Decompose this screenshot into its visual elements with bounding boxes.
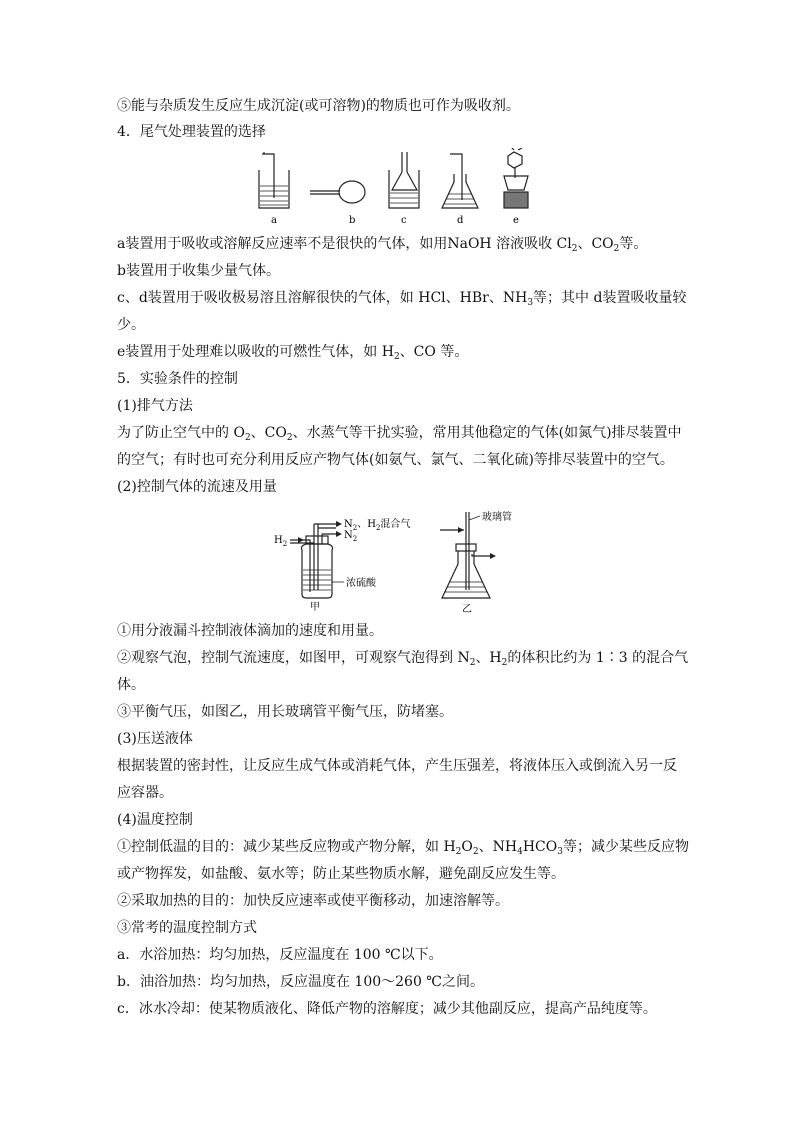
gas-flow-figure (270, 510, 540, 616)
figure1-label-e: e (513, 215, 519, 226)
subsection-heading: (2)控制气体的流速及用量 (117, 479, 277, 495)
text-line: ③常考的温度控制方式 (117, 920, 257, 936)
yi-caption: 乙 (462, 604, 472, 615)
subsection-heading: (1)排气方法 (117, 398, 193, 414)
figure1-label-d: d (457, 215, 464, 226)
text-line: ②观察气泡，控制气流速度，如图甲，可观察气泡得到 $N_2$、$H_2$的体积比约为 1∶3 的混合气 (117, 650, 689, 668)
text-line: c．冰水冷却：使某物质液化、降低产物的溶解度；减少其他副反应，提高产品纯度等。 (117, 1001, 657, 1017)
text-line: 或产物挥发，如盐酸、氨水等；防止某些物质水解，避免副反应发生等。 (117, 866, 565, 882)
jia-wash-bottle (290, 524, 344, 598)
text-line: a装置用于吸收或溶解反应速率不是很快的气体，如用NaOH 溶液吸收 $Cl_2$、$CO_2$等。 (117, 236, 648, 254)
text-line: c、d装置用于吸收极易溶且溶解很快的气体，如 HCl、HBr、$NH_3$等；其中 d装置吸收量较 (117, 290, 687, 308)
text-line: 为了防止空气中的 $O_2$、$CO_2$、水蒸气等干扰实验，常用其他稳定的气体(如氮气)排尽装置中 (117, 425, 682, 443)
text-line: 的空气；有时也可充分利用反应产物气体(如氨气、氯气、二氧化硫)等排尽装置中的空气。 (117, 452, 674, 468)
text-line: ③平衡气压，如图乙，用长玻璃管平衡气压，防堵塞。 (117, 704, 453, 720)
jia-outlet-n2-label: $N_2$ (344, 530, 358, 543)
section-heading: 4．尾气处理装置的选择 (117, 124, 266, 140)
jia-outlet-mix-label: $N_2$、$H_2$混合气 (344, 519, 411, 532)
jia-caption: 甲 (310, 602, 320, 613)
text-line: ⑤能与杂质发生反应生成沉淀(或可溶物)的物质也可作为吸收剂。 (117, 98, 520, 114)
text-line: ①控制低温的目的：减少某些反应物或产物分解，如 $H_2O_2$、$NH_4HCO_3$等；减少某些反应物 (117, 839, 689, 857)
text-line: e装置用于处理难以吸收的可燃性气体，如 $H_2$、CO 等。 (117, 344, 469, 362)
apparatus-b-balloon (310, 181, 365, 203)
jia-acid-label: 浓硫酸 (346, 578, 376, 589)
text-line: 少。 (117, 317, 145, 333)
apparatus-c-funnel-beaker (389, 152, 419, 208)
jia-inlet-label: $H_2$ (274, 535, 288, 548)
text-line: 体。 (117, 677, 145, 693)
text-line: ①用分液漏斗控制液体滴加的速度和用量。 (117, 623, 383, 639)
subsection-heading: (3)压送液体 (117, 731, 193, 747)
text-line: a．水浴加热：均匀加热，反应温度在 100 ℃以下。 (117, 947, 443, 963)
section-heading: 5．实验条件的控制 (117, 371, 238, 387)
yi-flask (440, 512, 494, 598)
text-line: b装置用于收集少量气体。 (117, 263, 280, 279)
text-line: ②采取加热的目的：加快反应速率或使平衡移动，加速溶解等。 (117, 893, 509, 909)
tail-gas-apparatus-figure (252, 148, 542, 228)
figure1-label-c: c (401, 215, 407, 226)
figure1-label-a: a (271, 215, 277, 226)
figure1-label-b: b (349, 215, 356, 226)
yi-tube-label: 玻璃管 (482, 512, 512, 523)
apparatus-d-flask (442, 154, 478, 208)
text-line: b．油浴加热：均匀加热，反应温度在 100～260 ℃之间。 (117, 974, 484, 990)
text-line: 应容器。 (117, 785, 173, 801)
subsection-heading: (4)温度控制 (117, 812, 193, 828)
text-line: 根据装置的密封性，让反应生成气体或消耗气体，产生压强差，将液体压入或倒流入另一反 (117, 758, 677, 774)
apparatus-a-beaker (259, 152, 289, 208)
apparatus-e-burner (504, 148, 528, 208)
